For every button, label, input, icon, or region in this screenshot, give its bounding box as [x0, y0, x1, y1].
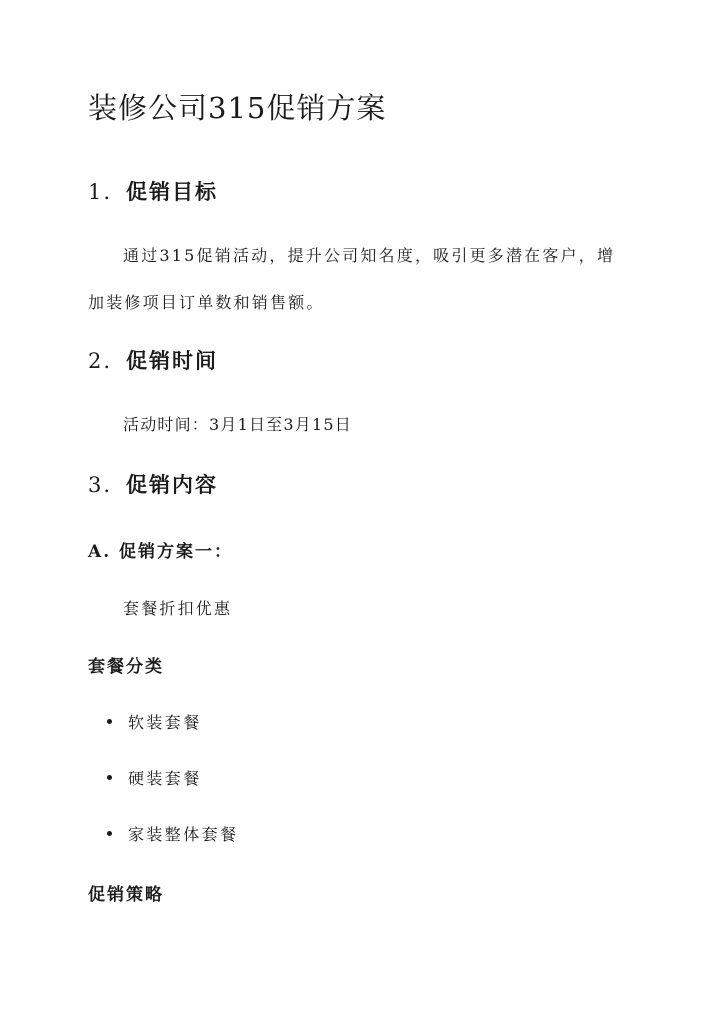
goal-paragraph-line-1: 通过315促销活动，提升公司知名度，吸引更多潜在客户，增	[123, 246, 616, 265]
list-item	[107, 822, 238, 845]
document-title: 装修公司315促销方案	[88, 91, 387, 125]
package-category-heading: 套餐分类	[88, 657, 164, 677]
list-item	[107, 710, 202, 733]
section-number: 2.	[88, 349, 113, 373]
section-title: 促销时间	[126, 348, 218, 373]
bullet-icon	[107, 775, 112, 780]
goal-paragraph-line-2: 加装修项目订单数和销售额。	[88, 293, 325, 312]
bullet-icon	[107, 831, 112, 836]
section-number: 1.	[88, 180, 113, 204]
section-heading-content	[88, 469, 218, 499]
section-title: 促销目标	[126, 179, 218, 204]
section-heading-goal	[88, 176, 218, 206]
plan-a-label: A. 促销方案一：	[88, 542, 234, 562]
section-number: 3.	[88, 473, 113, 497]
bullet-icon	[107, 719, 112, 724]
list-item-text: 硬装套餐	[128, 769, 202, 788]
list-item-text: 软装套餐	[128, 713, 202, 732]
time-paragraph: 活动时间：3月1日至3月15日	[123, 415, 352, 434]
list-item	[107, 766, 202, 789]
plan-a-description: 套餐折扣优惠	[123, 599, 233, 618]
section-title: 促销内容	[126, 472, 218, 497]
list-item-text: 家装整体套餐	[128, 825, 239, 844]
section-heading-time	[88, 345, 218, 375]
promotion-strategy-heading: 促销策略	[88, 885, 164, 905]
